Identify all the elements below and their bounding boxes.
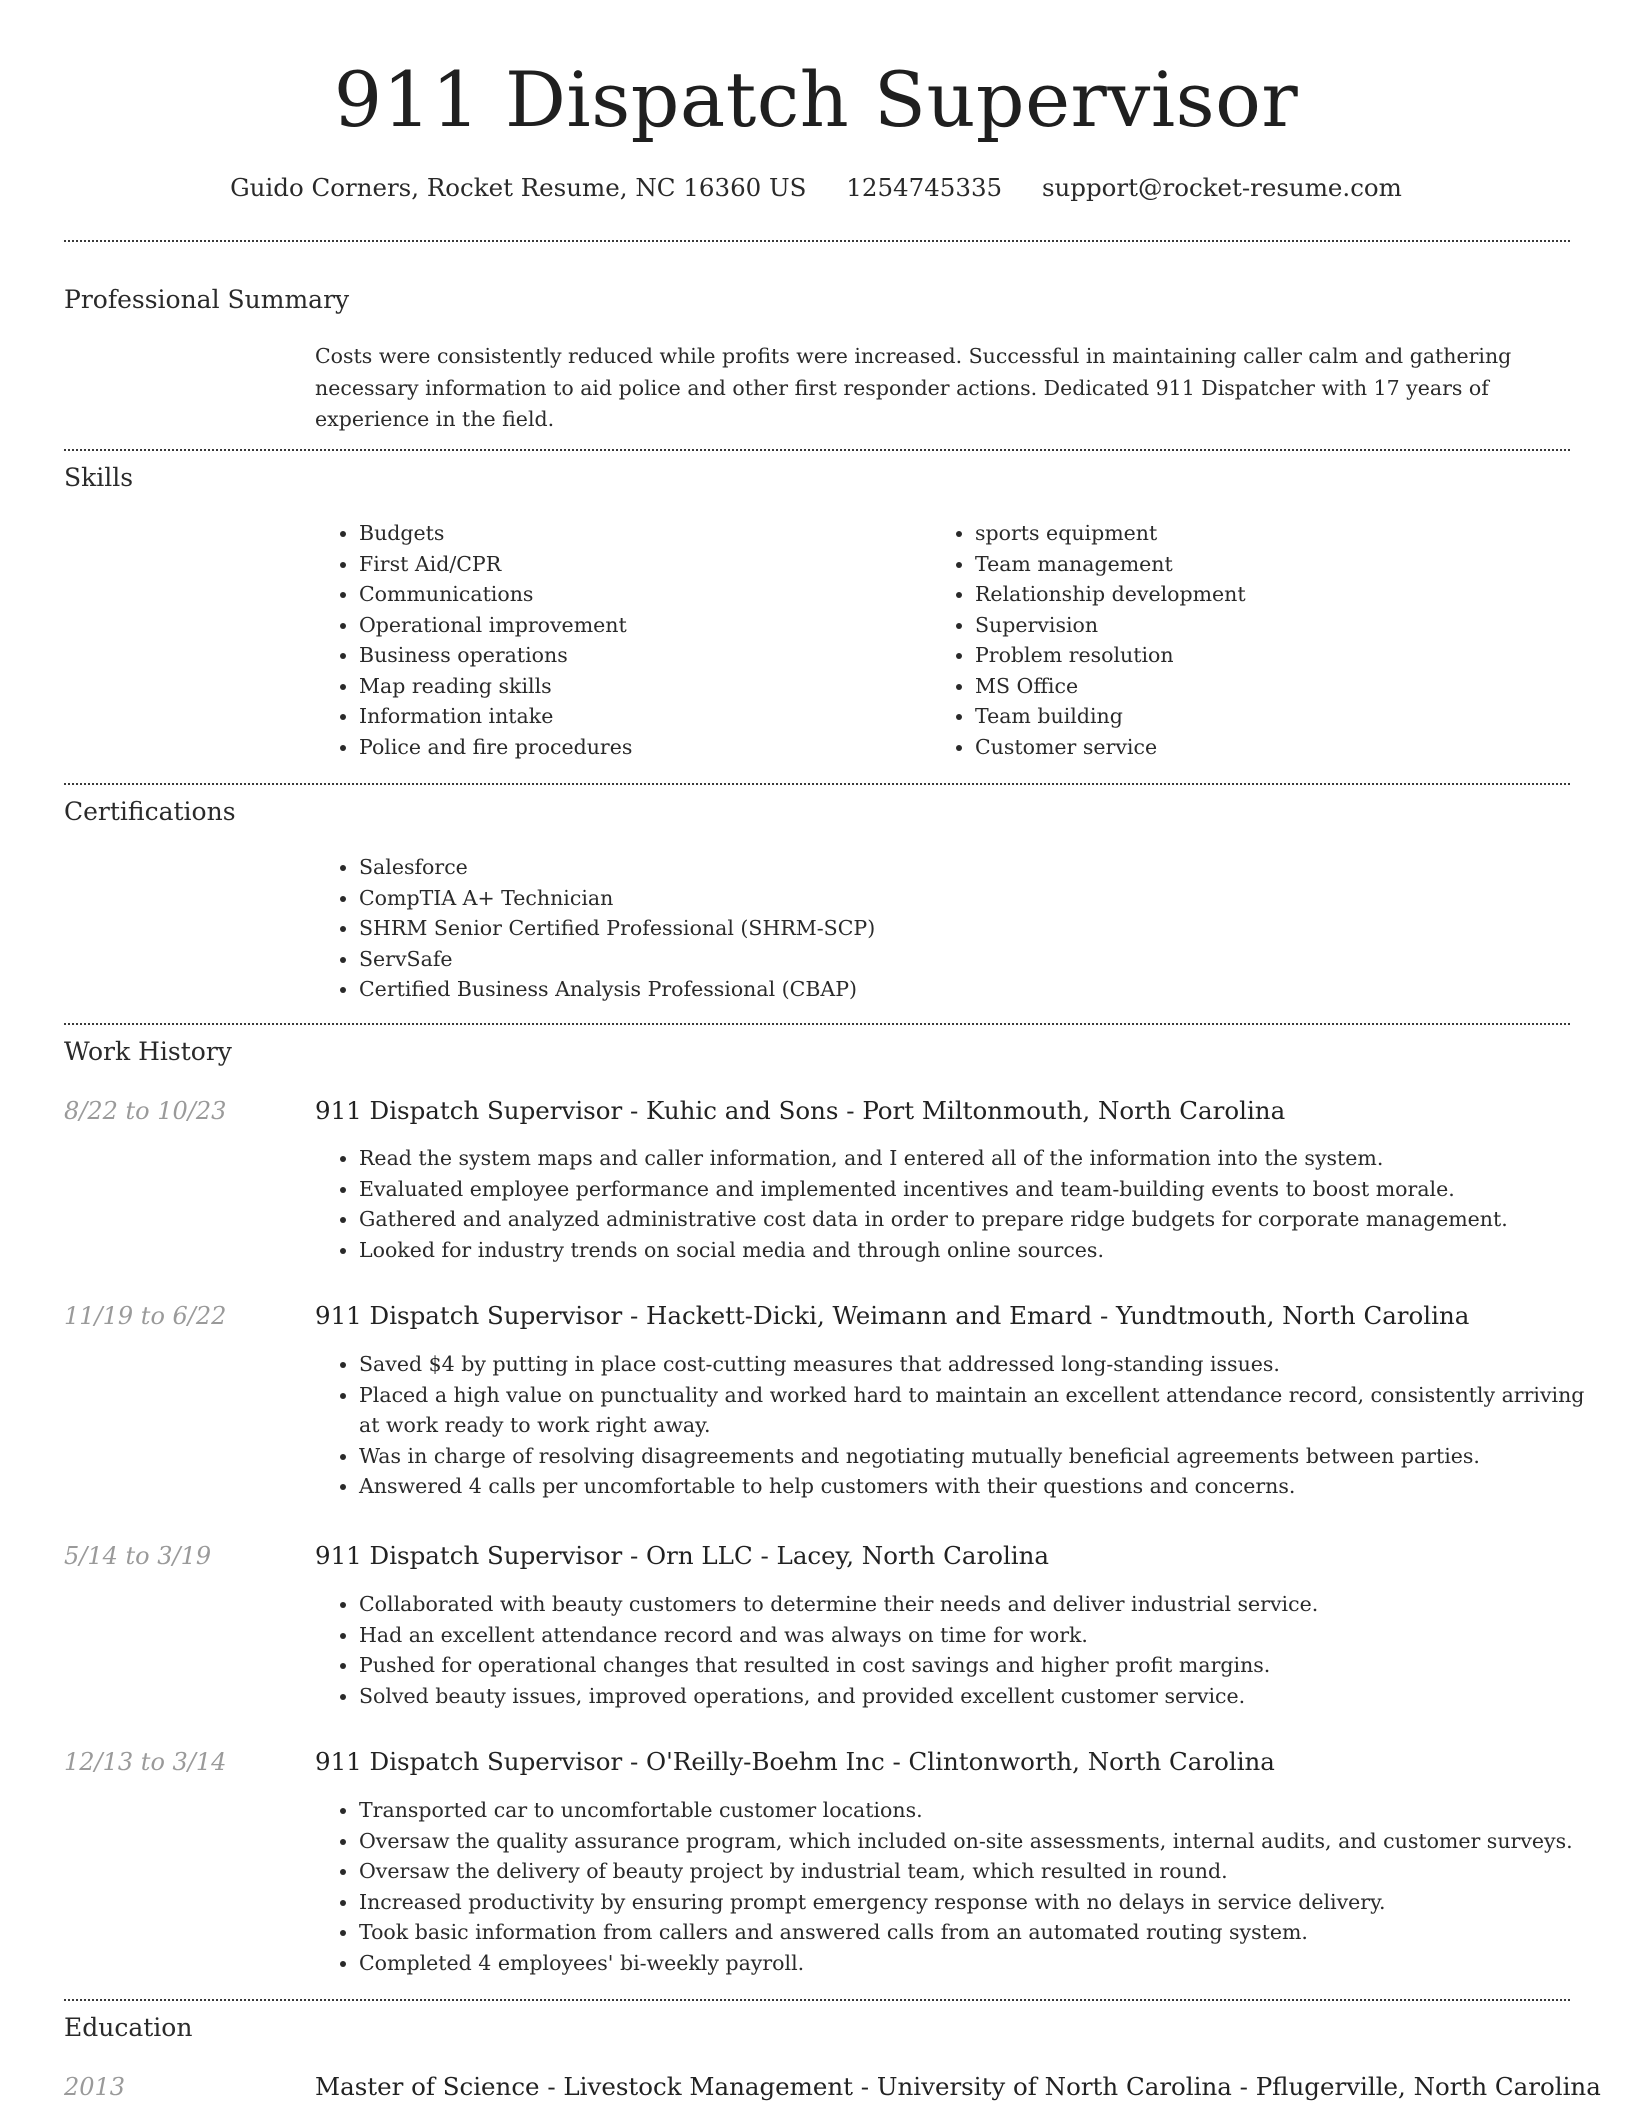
skill-item: • First Aid/CPR <box>359 549 919 580</box>
job-dates: 12/13 to 3/14 <box>64 1748 227 1776</box>
skill-item: • MS Office <box>975 671 1575 702</box>
job-title: 911 Dispatch Supervisor - O'Reilly-Boehm Inc - Clintonworth, North Carolina <box>315 1747 1275 1776</box>
skill-item: • Business operations <box>359 640 919 671</box>
certifications-heading: Certifications <box>64 797 236 826</box>
skill-item: • sports equipment <box>975 518 1575 549</box>
skills-heading: Skills <box>64 463 134 492</box>
contact-email: support@rocket-resume.com <box>1041 173 1402 202</box>
summary-heading: Professional Summary <box>64 285 350 314</box>
resume-title: 911 Dispatch Supervisor <box>333 55 1299 144</box>
job-bullet: • Gathered and analyzed administrative cost data in order to prepare ridge budgets for corporate management. <box>359 1204 1609 1235</box>
section-divider <box>64 1023 1570 1025</box>
job-bullets <box>315 1349 1609 1502</box>
job-bullet: • Transported car to uncomfortable customer locations. <box>359 1795 1609 1826</box>
skills-list-right <box>931 518 1575 762</box>
job-title: 911 Dispatch Supervisor - Orn LLC - Lacey, North Carolina <box>315 1541 1049 1570</box>
skill-item: • Relationship development <box>975 579 1575 610</box>
skill-item: • Team management <box>975 549 1575 580</box>
job-bullet: • Oversaw the delivery of beauty project by industrial team, which resulted in round. <box>359 1856 1609 1887</box>
work-history-heading: Work History <box>64 1037 232 1066</box>
job-bullet: • Solved beauty issues, improved operations, and provided excellent customer service. <box>359 1681 1609 1712</box>
job-bullet: • Read the system maps and caller information, and I entered all of the information into the system. <box>359 1143 1609 1174</box>
job-bullet: • Looked for industry trends on social media and through online sources. <box>359 1235 1609 1266</box>
skill-item: • Supervision <box>975 610 1575 641</box>
job-bullet: • Had an excellent attendance record and was always on time for work. <box>359 1620 1609 1651</box>
job-title: 911 Dispatch Supervisor - Kuhic and Sons - Port Miltonmouth, North Carolina <box>315 1096 1286 1125</box>
job-bullet: • Saved $4 by putting in place cost-cutting measures that addressed long-standing issues. <box>359 1349 1609 1380</box>
summary-text: Costs were consistently reduced while profits were increased. Successful in maintaining caller calm and gathering necessary information to aid police and other first responder actions. Dedicated 911 Dispatcher with 17 years of experience in the field. <box>315 344 1512 431</box>
job-bullet: • Increased productivity by ensuring prompt emergency response with no delays in service delivery. <box>359 1887 1609 1918</box>
job-bullet: • Oversaw the quality assurance program, which included on-site assessments, internal audits, and customer surveys. <box>359 1826 1609 1857</box>
skill-item: • Customer service <box>975 732 1575 763</box>
job-bullet: • Was in charge of resolving disagreements and negotiating mutually beneficial agreements between parties. <box>359 1441 1609 1472</box>
education-year: 2013 <box>64 2073 126 2101</box>
certification-item: • ServSafe <box>359 944 1559 975</box>
job-bullets <box>315 1589 1609 1711</box>
section-divider <box>64 240 1570 242</box>
contact-line <box>0 170 1632 206</box>
section-divider <box>64 449 1570 451</box>
section-divider <box>64 783 1570 785</box>
section-divider <box>64 1999 1570 2001</box>
certification-item: • SHRM Senior Certified Professional (SHRM-SCP) <box>359 913 1559 944</box>
contact-phone: 1254745335 <box>846 173 1003 202</box>
skill-item: • Police and fire procedures <box>359 732 919 763</box>
job-dates: 5/14 to 3/19 <box>64 1542 212 1570</box>
contact-address: Guido Corners, Rocket Resume, NC 16360 US <box>230 173 807 202</box>
job-bullet: • Evaluated employee performance and implemented incentives and team-building events to boost morale. <box>359 1174 1609 1205</box>
job-bullets <box>315 1795 1609 1978</box>
education-heading: Education <box>64 2013 193 2042</box>
certification-item: • Salesforce <box>359 852 1559 883</box>
job-bullet: • Placed a high value on punctuality and worked hard to maintain an excellent attendance record, consistently arriving at work ready to work right away. <box>359 1380 1609 1441</box>
job-dates: 11/19 to 6/22 <box>64 1302 227 1330</box>
certification-item: • Certified Business Analysis Professional (CBAP) <box>359 974 1559 1005</box>
certifications-list <box>315 852 1559 1005</box>
skill-item: • Operational improvement <box>359 610 919 641</box>
job-bullet: • Pushed for operational changes that resulted in cost savings and higher profit margins. <box>359 1650 1609 1681</box>
skill-item: • Budgets <box>359 518 919 549</box>
education-title: Master of Science - Livestock Management - University of North Carolina - Pflugerville, North Carolina <box>315 2072 1601 2101</box>
skill-item: • Communications <box>359 579 919 610</box>
job-dates: 8/22 to 10/23 <box>64 1097 227 1125</box>
skills-list-left <box>315 518 919 762</box>
job-bullets <box>315 1143 1609 1265</box>
job-bullet: • Took basic information from callers and answered calls from an automated routing system. <box>359 1917 1609 1948</box>
skill-item: • Information intake <box>359 701 919 732</box>
skill-item: • Team building <box>975 701 1575 732</box>
job-bullet: • Answered 4 calls per uncomfortable to help customers with their questions and concerns. <box>359 1471 1609 1502</box>
job-title: 911 Dispatch Supervisor - Hackett-Dicki, Weimann and Emard - Yundtmouth, North Carolina <box>315 1301 1470 1330</box>
job-bullet: • Completed 4 employees' bi-weekly payroll. <box>359 1948 1609 1979</box>
skill-item: • Problem resolution <box>975 640 1575 671</box>
job-bullet: • Collaborated with beauty customers to determine their needs and deliver industrial service. <box>359 1589 1609 1620</box>
certification-item: • CompTIA A+ Technician <box>359 883 1559 914</box>
skill-item: • Map reading skills <box>359 671 919 702</box>
